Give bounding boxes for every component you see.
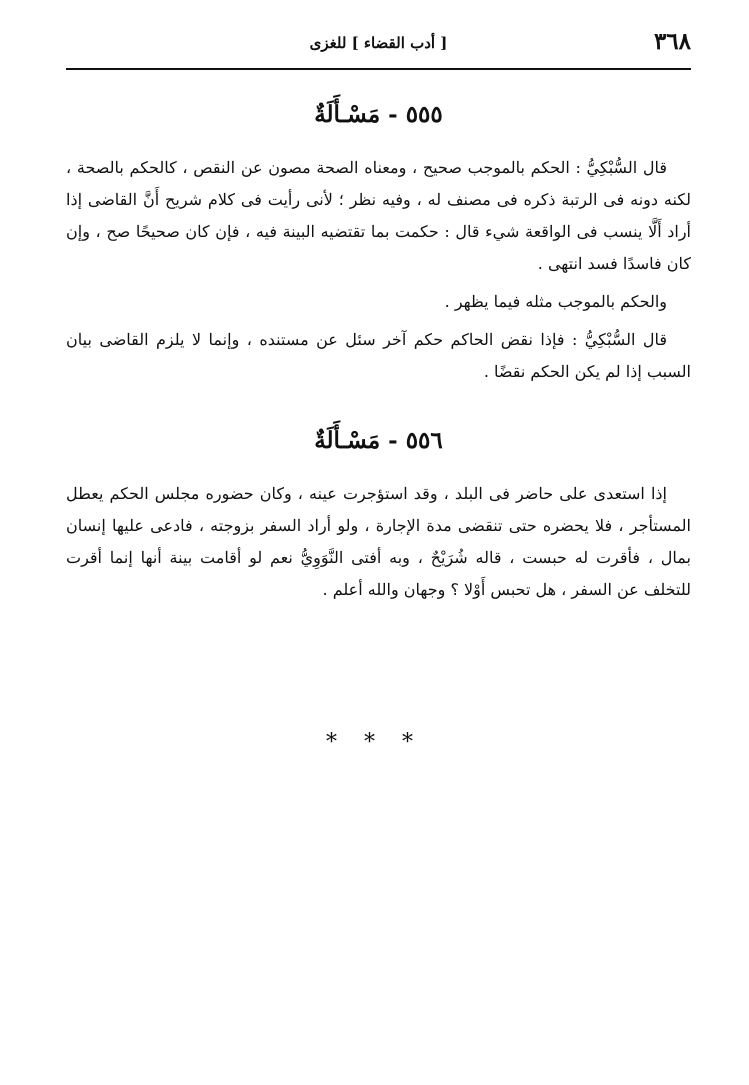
running-title: [ أدب القضاء ] للغزى <box>309 34 448 52</box>
paragraph: والحكم بالموجب مثله فيما يظهر . <box>444 292 667 311</box>
paragraph: قال السُّبْكِيُّ : فإذا نقض الحاكم حكم آخر سئل عن مستنده ، وإنما لا يلزم القاضى بيان السبب إذا لم يكن الحكم نقضًا . <box>66 330 691 381</box>
paragraph: قال السُّبْكِيُّ : الحكم بالموجب صحيح ، ومعناه الصحة مصون عن النقص ، كالحكم بالصحة ، لكنه دونه فى الرتبة ذكره فى مصنف له ، وفيه نظر ؛ لأنى رأيت فى كلام شريح أَنَّ القاضى إذا أراد أَلَّا ينسب فى الواقعة شيء قال : حكمت بما تقتضيه البينة فيه ، فإن كان صحيحًا صح ، وإن كان فاسدًا فسد انتهى . <box>66 158 692 273</box>
page-number: ٣٦٨ <box>653 28 691 55</box>
page-header <box>66 24 691 64</box>
section-heading-555: ٥٥٥ - مَسْـأَلَةٌ <box>314 101 443 128</box>
paragraph: إذا استعدى على حاضر فى البلد ، وقد استؤجرت عينه ، وكان حضوره مجلس الحكم يعطل المستأجر ، فلا يحضره حتى تنقضى مدة الإجارة ، ولو أراد السفر بزوجته ، فادعى عليها إنسان بمال ، فأقرت له حبست ، قاله شُرَيْحٌ ، وبه أفتى النَّوَوِيُّ نعم لو أقامت بينة أنها إنما أقرت للتخلف عن السفر ، هل تحبس أَوْلا ؟ وجهان والله أعلم . <box>66 484 691 599</box>
section-gap <box>66 394 691 416</box>
header-rule <box>66 68 691 70</box>
page-body <box>66 90 691 612</box>
section-end-ornament: * * * <box>326 730 423 755</box>
section-heading-556: ٥٥٦ - مَسْـأَلَةٌ <box>314 427 443 454</box>
